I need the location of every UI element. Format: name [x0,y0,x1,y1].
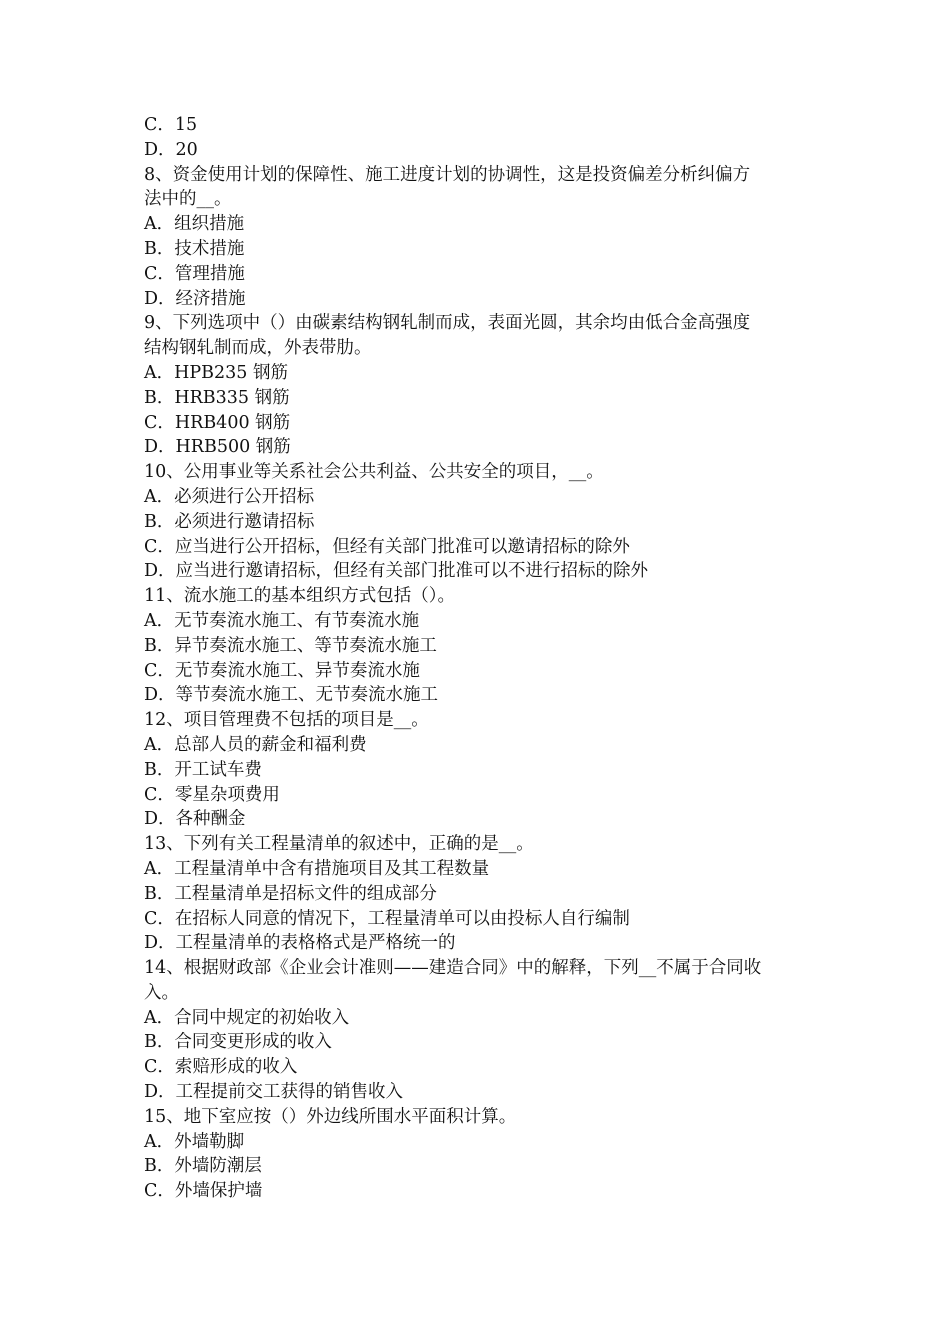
question-12-option-b: B．开工试车费 [144,759,262,780]
question-12-option-a: A．总部人员的薪金和福利费 [144,734,367,755]
option-c-line: C．15 [144,115,198,135]
question-10-option-d: D．应当进行邀请招标，但经有关部门批准可以不进行招标的除外 [144,561,649,582]
question-11-option-b: B．异节奏流水施工、等节奏流水施工 [144,635,437,656]
question-text-block [144,113,814,1204]
question-8-option-b: B．技术措施 [144,238,245,259]
question-8-line-2: 法中的__。 [144,189,232,210]
question-15-option-b: B．外墙防潮层 [144,1156,262,1177]
question-8-line-1: 8、资金使用计划的保障性、施工进度计划的协调性，这是投资偏差分析纠偏方 [144,164,751,185]
question-13-option-b: B．工程量清单是招标文件的组成部分 [144,883,437,904]
question-9-option-b: B．HRB335 钢筋 [144,387,290,408]
question-10-option-b: B．必须进行邀请招标 [144,511,315,532]
question-14-option-d: D．工程提前交工获得的销售收入 [144,1082,404,1103]
question-10-option-a: A．必须进行公开招标 [144,486,315,507]
question-11-option-d: D．等节奏流水施工、无节奏流水施工 [144,685,439,706]
question-10-option-c: C．应当进行公开招标，但经有关部门批准可以邀请招标的除外 [144,536,630,557]
question-14-line-2: 入。 [144,982,179,1003]
question-12-line-1: 12、项目管理费不包括的项目是__。 [144,710,429,731]
question-8-option-a: A．组织措施 [144,214,245,235]
question-13-line-1: 13、下列有关工程量清单的叙述中，正确的是__。 [144,834,534,855]
question-15-line-1: 15、地下室应按（）外边线所围水平面积计算。 [144,1106,517,1127]
question-14-option-c: C．索赔形成的收入 [144,1057,298,1078]
option-d-line: D．20 [144,139,198,160]
question-8-option-d: D．经济措施 [144,288,246,309]
question-14-option-a: A．合同中规定的初始收入 [144,1007,350,1028]
question-10-line-1: 10、公用事业等关系社会公共利益、公共安全的项目，__。 [144,462,604,483]
question-11-option-c: C．无节奏流水施工、异节奏流水施 [144,660,420,681]
question-11-option-a: A．无节奏流水施工、有节奏流水施 [144,610,420,631]
question-13-option-a: A．工程量清单中含有措施项目及其工程数量 [144,858,490,879]
question-9-line-1: 9、下列选项中（）由碳素结构钢轧制而成，表面光圆，其余均由低合金高强度 [144,313,751,334]
question-12-option-c: C．零星杂项费用 [144,784,280,805]
question-12-option-d: D．各种酬金 [144,809,246,830]
question-15-option-a: A．外墙勒脚 [144,1131,245,1152]
question-9-line-2: 结构钢轧制而成，外表带肋。 [144,338,372,359]
question-9-option-d: D．HRB500 钢筋 [144,437,291,458]
question-14-option-b: B．合同变更形成的收入 [144,1032,332,1053]
question-13-option-c: C．在招标人同意的情况下，工程量清单可以由投标人自行编制 [144,908,630,929]
question-8-option-c: C．管理措施 [144,263,245,284]
question-13-option-d: D．工程量清单的表格格式是严格统一的 [144,933,456,954]
question-11-line-1: 11、流水施工的基本组织方式包括（）。 [144,586,456,607]
question-15-option-c: C．外墙保护墙 [144,1181,263,1202]
question-14-line-1: 14、根据财政部《企业会计准则——建造合同》中的解释，下列__不属于合同收 [144,958,762,979]
question-9-option-a: A．HPB235 钢筋 [144,362,288,383]
question-9-option-c: C．HRB400 钢筋 [144,412,291,433]
